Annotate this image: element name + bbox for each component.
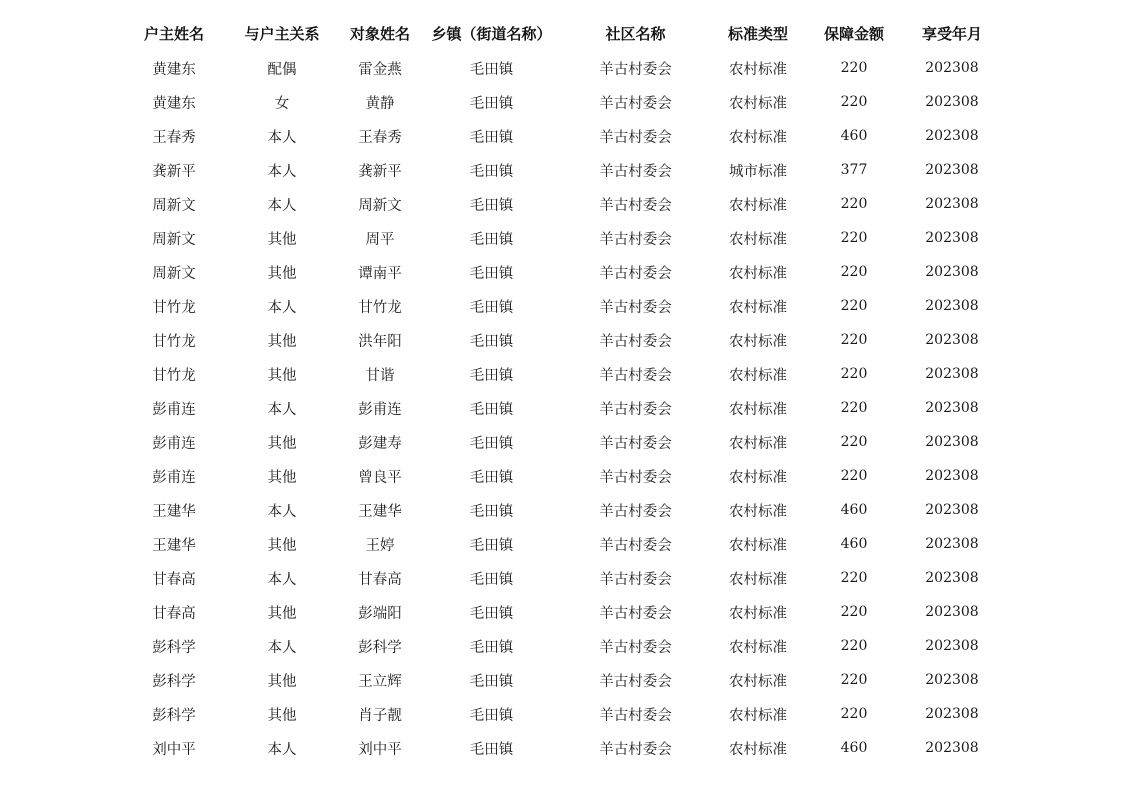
table-row	[120, 323, 1000, 357]
recipient-name-cell: 龚新平	[358, 163, 402, 180]
period-cell: 202308	[925, 94, 979, 110]
standard-type-cell: 农村标准	[729, 299, 787, 316]
community-cell: 羊古村委会	[599, 367, 672, 384]
recipient-name-cell: 甘春高	[358, 571, 402, 588]
community-cell: 羊古村委会	[599, 639, 672, 656]
period-cell: 202308	[925, 162, 979, 178]
period-cell: 202308	[925, 298, 979, 314]
recipient-name-cell: 周新文	[358, 197, 402, 214]
standard-type-cell: 城市标准	[729, 163, 787, 180]
period-cell: 202308	[925, 740, 979, 756]
householder-name-cell: 彭甫连	[152, 469, 196, 486]
amount-cell: 220	[840, 196, 868, 212]
relation-cell: 本人	[267, 299, 297, 316]
amount-cell: 220	[840, 672, 868, 688]
community-cell: 羊古村委会	[599, 707, 672, 724]
community-cell: 羊古村委会	[599, 299, 672, 316]
standard-type-cell: 农村标准	[729, 265, 787, 282]
header-period: 享受年月	[921, 25, 982, 43]
community-cell: 羊古村委会	[599, 95, 672, 112]
township-cell: 毛田镇	[469, 265, 514, 282]
recipient-name-cell: 刘中平	[358, 741, 402, 758]
relation-cell: 本人	[267, 503, 297, 520]
community-cell: 羊古村委会	[599, 401, 672, 418]
standard-type-cell: 农村标准	[729, 469, 787, 486]
amount-cell: 220	[840, 298, 868, 314]
table-row	[120, 425, 1000, 459]
township-cell: 毛田镇	[469, 605, 514, 622]
relation-cell: 其他	[267, 367, 297, 384]
amount-cell: 220	[840, 264, 868, 280]
community-cell: 羊古村委会	[599, 197, 672, 214]
amount-cell: 220	[840, 706, 868, 722]
table-row	[120, 221, 1000, 255]
table-body	[120, 51, 1000, 765]
recipient-name-cell: 彭甫连	[358, 401, 402, 418]
period-cell: 202308	[925, 672, 979, 688]
period-cell: 202308	[925, 434, 979, 450]
amount-cell: 460	[840, 502, 868, 518]
table-header-row	[120, 16, 1000, 51]
period-cell: 202308	[925, 196, 979, 212]
period-cell: 202308	[925, 60, 979, 76]
period-cell: 202308	[925, 264, 979, 280]
standard-type-cell: 农村标准	[729, 741, 787, 758]
community-cell: 羊古村委会	[599, 537, 672, 554]
amount-cell: 220	[840, 60, 868, 76]
header-amount: 保障金额	[823, 25, 884, 43]
relation-cell: 其他	[267, 707, 297, 724]
period-cell: 202308	[925, 128, 979, 144]
township-cell: 毛田镇	[469, 61, 514, 78]
relation-cell: 其他	[267, 605, 297, 622]
relation-cell: 其他	[267, 537, 297, 554]
period-cell: 202308	[925, 604, 979, 620]
table-row	[120, 459, 1000, 493]
householder-name-cell: 甘春高	[152, 571, 196, 588]
householder-name-cell: 黄建东	[152, 95, 196, 112]
township-cell: 毛田镇	[469, 469, 514, 486]
recipient-name-cell: 王立辉	[358, 673, 402, 690]
table-row	[120, 629, 1000, 663]
header-relation: 与户主关系	[244, 25, 320, 43]
relation-cell: 本人	[267, 129, 297, 146]
period-cell: 202308	[925, 570, 979, 586]
period-cell: 202308	[925, 332, 979, 348]
township-cell: 毛田镇	[469, 435, 514, 452]
relation-cell: 其他	[267, 333, 297, 350]
table-row	[120, 731, 1000, 765]
header-community: 社区名称	[605, 25, 666, 43]
table-row	[120, 697, 1000, 731]
standard-type-cell: 农村标准	[729, 605, 787, 622]
amount-cell: 220	[840, 434, 868, 450]
township-cell: 毛田镇	[469, 163, 514, 180]
relation-cell: 本人	[267, 401, 297, 418]
benefit-roster-table	[120, 16, 1000, 765]
standard-type-cell: 农村标准	[729, 503, 787, 520]
period-cell: 202308	[925, 706, 979, 722]
relation-cell: 本人	[267, 197, 297, 214]
township-cell: 毛田镇	[469, 503, 514, 520]
table-row	[120, 493, 1000, 527]
table-row	[120, 51, 1000, 85]
relation-cell: 其他	[267, 469, 297, 486]
relation-cell: 本人	[267, 639, 297, 656]
township-cell: 毛田镇	[469, 231, 514, 248]
table-row	[120, 119, 1000, 153]
table-row	[120, 187, 1000, 221]
householder-name-cell: 王建华	[152, 537, 196, 554]
header-township: 乡镇（街道名称）	[431, 25, 552, 43]
recipient-name-cell: 王婷	[365, 537, 395, 554]
standard-type-cell: 农村标准	[729, 639, 787, 656]
table-row	[120, 85, 1000, 119]
householder-name-cell: 王建华	[152, 503, 196, 520]
relation-cell: 其他	[267, 435, 297, 452]
township-cell: 毛田镇	[469, 95, 514, 112]
table-row	[120, 391, 1000, 425]
amount-cell: 220	[840, 400, 868, 416]
header-recipient-name: 对象姓名	[349, 25, 410, 43]
period-cell: 202308	[925, 502, 979, 518]
period-cell: 202308	[925, 536, 979, 552]
standard-type-cell: 农村标准	[729, 333, 787, 350]
householder-name-cell: 黄建东	[152, 61, 196, 78]
recipient-name-cell: 甘竹龙	[358, 299, 402, 316]
householder-name-cell: 甘竹龙	[152, 367, 196, 384]
householder-name-cell: 彭科学	[152, 707, 196, 724]
community-cell: 羊古村委会	[599, 435, 672, 452]
recipient-name-cell: 甘谐	[365, 367, 395, 384]
standard-type-cell: 农村标准	[729, 401, 787, 418]
township-cell: 毛田镇	[469, 707, 514, 724]
township-cell: 毛田镇	[469, 197, 514, 214]
amount-cell: 460	[840, 536, 868, 552]
householder-name-cell: 周新文	[152, 231, 196, 248]
amount-cell: 220	[840, 468, 868, 484]
amount-cell: 220	[840, 570, 868, 586]
householder-name-cell: 彭甫连	[152, 435, 196, 452]
township-cell: 毛田镇	[469, 673, 514, 690]
table-row	[120, 357, 1000, 391]
township-cell: 毛田镇	[469, 367, 514, 384]
table-row	[120, 527, 1000, 561]
amount-cell: 220	[840, 230, 868, 246]
period-cell: 202308	[925, 230, 979, 246]
amount-cell: 377	[840, 162, 868, 178]
relation-cell: 其他	[267, 231, 297, 248]
householder-name-cell: 甘竹龙	[152, 299, 196, 316]
table-row	[120, 561, 1000, 595]
recipient-name-cell: 彭科学	[358, 639, 402, 656]
header-householder-name: 户主姓名	[143, 25, 204, 43]
standard-type-cell: 农村标准	[729, 197, 787, 214]
period-cell: 202308	[925, 400, 979, 416]
householder-name-cell: 周新文	[152, 265, 196, 282]
standard-type-cell: 农村标准	[729, 537, 787, 554]
community-cell: 羊古村委会	[599, 231, 672, 248]
table-row	[120, 595, 1000, 629]
amount-cell: 220	[840, 94, 868, 110]
standard-type-cell: 农村标准	[729, 435, 787, 452]
township-cell: 毛田镇	[469, 741, 514, 758]
community-cell: 羊古村委会	[599, 61, 672, 78]
householder-name-cell: 王春秀	[152, 129, 196, 146]
table-row	[120, 663, 1000, 697]
community-cell: 羊古村委会	[599, 469, 672, 486]
recipient-name-cell: 王春秀	[358, 129, 402, 146]
relation-cell: 本人	[267, 163, 297, 180]
householder-name-cell: 彭科学	[152, 639, 196, 656]
householder-name-cell: 彭科学	[152, 673, 196, 690]
householder-name-cell: 甘春高	[152, 605, 196, 622]
standard-type-cell: 农村标准	[729, 231, 787, 248]
standard-type-cell: 农村标准	[729, 129, 787, 146]
householder-name-cell: 龚新平	[152, 163, 196, 180]
householder-name-cell: 甘竹龙	[152, 333, 196, 350]
relation-cell: 其他	[267, 673, 297, 690]
amount-cell: 220	[840, 366, 868, 382]
recipient-name-cell: 曾良平	[358, 469, 402, 486]
community-cell: 羊古村委会	[599, 265, 672, 282]
amount-cell: 220	[840, 332, 868, 348]
community-cell: 羊古村委会	[599, 571, 672, 588]
community-cell: 羊古村委会	[599, 163, 672, 180]
standard-type-cell: 农村标准	[729, 707, 787, 724]
recipient-name-cell: 周平	[365, 231, 395, 248]
householder-name-cell: 刘中平	[152, 741, 196, 758]
township-cell: 毛田镇	[469, 333, 514, 350]
township-cell: 毛田镇	[469, 129, 514, 146]
householder-name-cell: 周新文	[152, 197, 196, 214]
amount-cell: 220	[840, 604, 868, 620]
standard-type-cell: 农村标准	[729, 367, 787, 384]
community-cell: 羊古村委会	[599, 333, 672, 350]
community-cell: 羊古村委会	[599, 605, 672, 622]
amount-cell: 460	[840, 128, 868, 144]
recipient-name-cell: 彭端阳	[358, 605, 402, 622]
relation-cell: 本人	[267, 741, 297, 758]
relation-cell: 本人	[267, 571, 297, 588]
standard-type-cell: 农村标准	[729, 571, 787, 588]
community-cell: 羊古村委会	[599, 129, 672, 146]
township-cell: 毛田镇	[469, 401, 514, 418]
township-cell: 毛田镇	[469, 537, 514, 554]
period-cell: 202308	[925, 468, 979, 484]
amount-cell: 460	[840, 740, 868, 756]
relation-cell: 其他	[267, 265, 297, 282]
township-cell: 毛田镇	[469, 571, 514, 588]
recipient-name-cell: 谭南平	[358, 265, 402, 282]
community-cell: 羊古村委会	[599, 673, 672, 690]
township-cell: 毛田镇	[469, 639, 514, 656]
recipient-name-cell: 雷金燕	[358, 61, 402, 78]
township-cell: 毛田镇	[469, 299, 514, 316]
relation-cell: 配偶	[267, 61, 297, 78]
recipient-name-cell: 肖子靓	[358, 707, 402, 724]
header-standard-type: 标准类型	[727, 25, 788, 43]
standard-type-cell: 农村标准	[729, 61, 787, 78]
community-cell: 羊古村委会	[599, 503, 672, 520]
recipient-name-cell: 彭建寿	[358, 435, 402, 452]
table-row	[120, 153, 1000, 187]
recipient-name-cell: 王建华	[358, 503, 402, 520]
relation-cell: 女	[274, 95, 290, 112]
period-cell: 202308	[925, 366, 979, 382]
standard-type-cell: 农村标准	[729, 673, 787, 690]
recipient-name-cell: 黄静	[365, 95, 395, 112]
amount-cell: 220	[840, 638, 868, 654]
recipient-name-cell: 洪年阳	[358, 333, 402, 350]
table-row	[120, 289, 1000, 323]
period-cell: 202308	[925, 638, 979, 654]
standard-type-cell: 农村标准	[729, 95, 787, 112]
table-row	[120, 255, 1000, 289]
householder-name-cell: 彭甫连	[152, 401, 196, 418]
community-cell: 羊古村委会	[599, 741, 672, 758]
